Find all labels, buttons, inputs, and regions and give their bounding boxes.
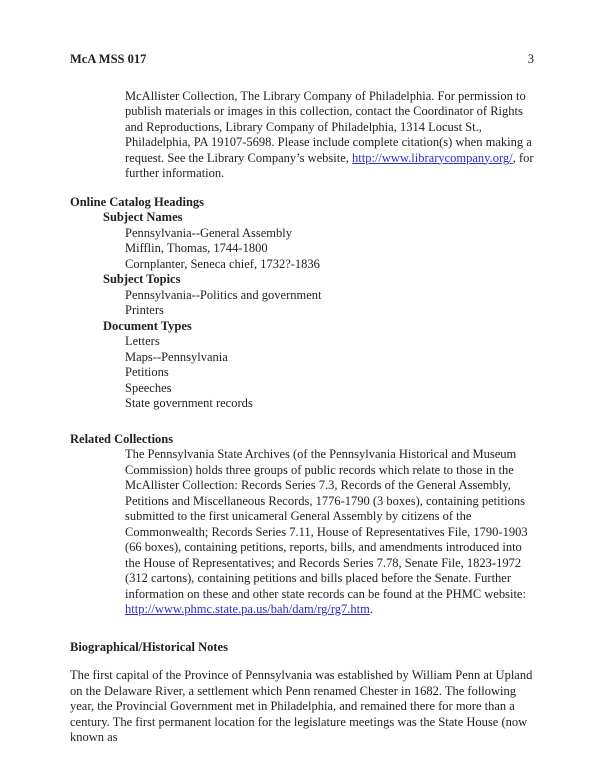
subject-names-heading: Subject Names bbox=[103, 210, 183, 224]
library-company-website-link[interactable]: http://www.librarycompany.org/ bbox=[352, 150, 513, 165]
subject-topic-item: Printers bbox=[125, 303, 164, 317]
document-type-item: State government records bbox=[125, 396, 253, 410]
related-collections-paragraph bbox=[125, 447, 534, 618]
subject-name-item: Mifflin, Thomas, 1744-1800 bbox=[125, 241, 268, 255]
online-catalog-heading: Online Catalog Headings bbox=[70, 194, 205, 209]
document-type-item: Letters bbox=[125, 334, 160, 348]
document-id: McA MSS 017 bbox=[70, 52, 147, 66]
related-text-after: . bbox=[369, 602, 374, 616]
permission-text-before: McAllister Collection, The Library Company of Philadelphia. For permission to publish materials or images in this collection, contact the Coordinator of Rights and Reproductions, Library Company of Philadelphia, 1314 Locust St., Philadelphia, PA 19107-5698. Please include complete citation(s) when making a request. See the Library Company’s website, bbox=[125, 88, 532, 165]
subject-topics-heading: Subject Topics bbox=[103, 272, 181, 286]
related-text-before: The Pennsylvania State Archives (of the Pennsylvania Historical and Museum Commission) holds three groups of public records which relate to those in the McAllister Collection: Records Series 7.3, Records of the General Assembly, Petitions and Miscellaneous Records, 1776-1790 (3 boxes), containing petitions submitted to the first unicameral General Assembly by citizens of the Commonwealth; Records Series 7.11, House of Representatives File, 1790-1903 (66 boxes), containing petitions, reports, bills, and amendments introduced into the House of Representatives; and Records Series 7.78, Senate File, 1823-1972 (312 cartons), containing petitions and bills placed before the Senate. Further information on these and other state records can be found at the PHMC website: bbox=[125, 447, 528, 601]
biographical-notes-paragraph: The first capital of the Province of Pennsylvania was established by William Penn at Upland on the Delaware River, a settlement which Penn renamed Chester in 1682. The following year, the Provincial Government met in Philadelphia, and remained there for more than a century. The first permanent location for the legislature meetings was the State House (now known as bbox=[70, 668, 533, 744]
online-catalog-section bbox=[70, 195, 534, 412]
subject-name-item: Pennsylvania--General Assembly bbox=[125, 225, 292, 240]
page-header bbox=[70, 52, 534, 68]
biographical-notes-heading: Biographical/Historical Notes bbox=[70, 639, 228, 654]
document-type-item: Maps--Pennsylvania bbox=[125, 349, 228, 364]
permission-text-after: , for further information. bbox=[125, 150, 534, 180]
page-number: 3 bbox=[527, 52, 534, 66]
document-type-item: Petitions bbox=[125, 365, 169, 379]
related-collections-section bbox=[70, 432, 534, 618]
permission-paragraph bbox=[125, 89, 534, 182]
document-types-heading: Document Types bbox=[103, 318, 192, 333]
document-type-item: Speeches bbox=[125, 380, 172, 395]
subject-name-item: Cornplanter, Seneca chief, 1732?-1836 bbox=[125, 256, 320, 271]
phmc-website-link[interactable]: http://www.phmc.state.pa.us/bah/dam/rg/rg7.htm bbox=[125, 602, 370, 616]
subject-topic-item: Pennsylvania--Politics and government bbox=[125, 287, 322, 302]
related-collections-heading: Related Collections bbox=[70, 431, 174, 446]
biographical-notes-section bbox=[70, 640, 534, 746]
